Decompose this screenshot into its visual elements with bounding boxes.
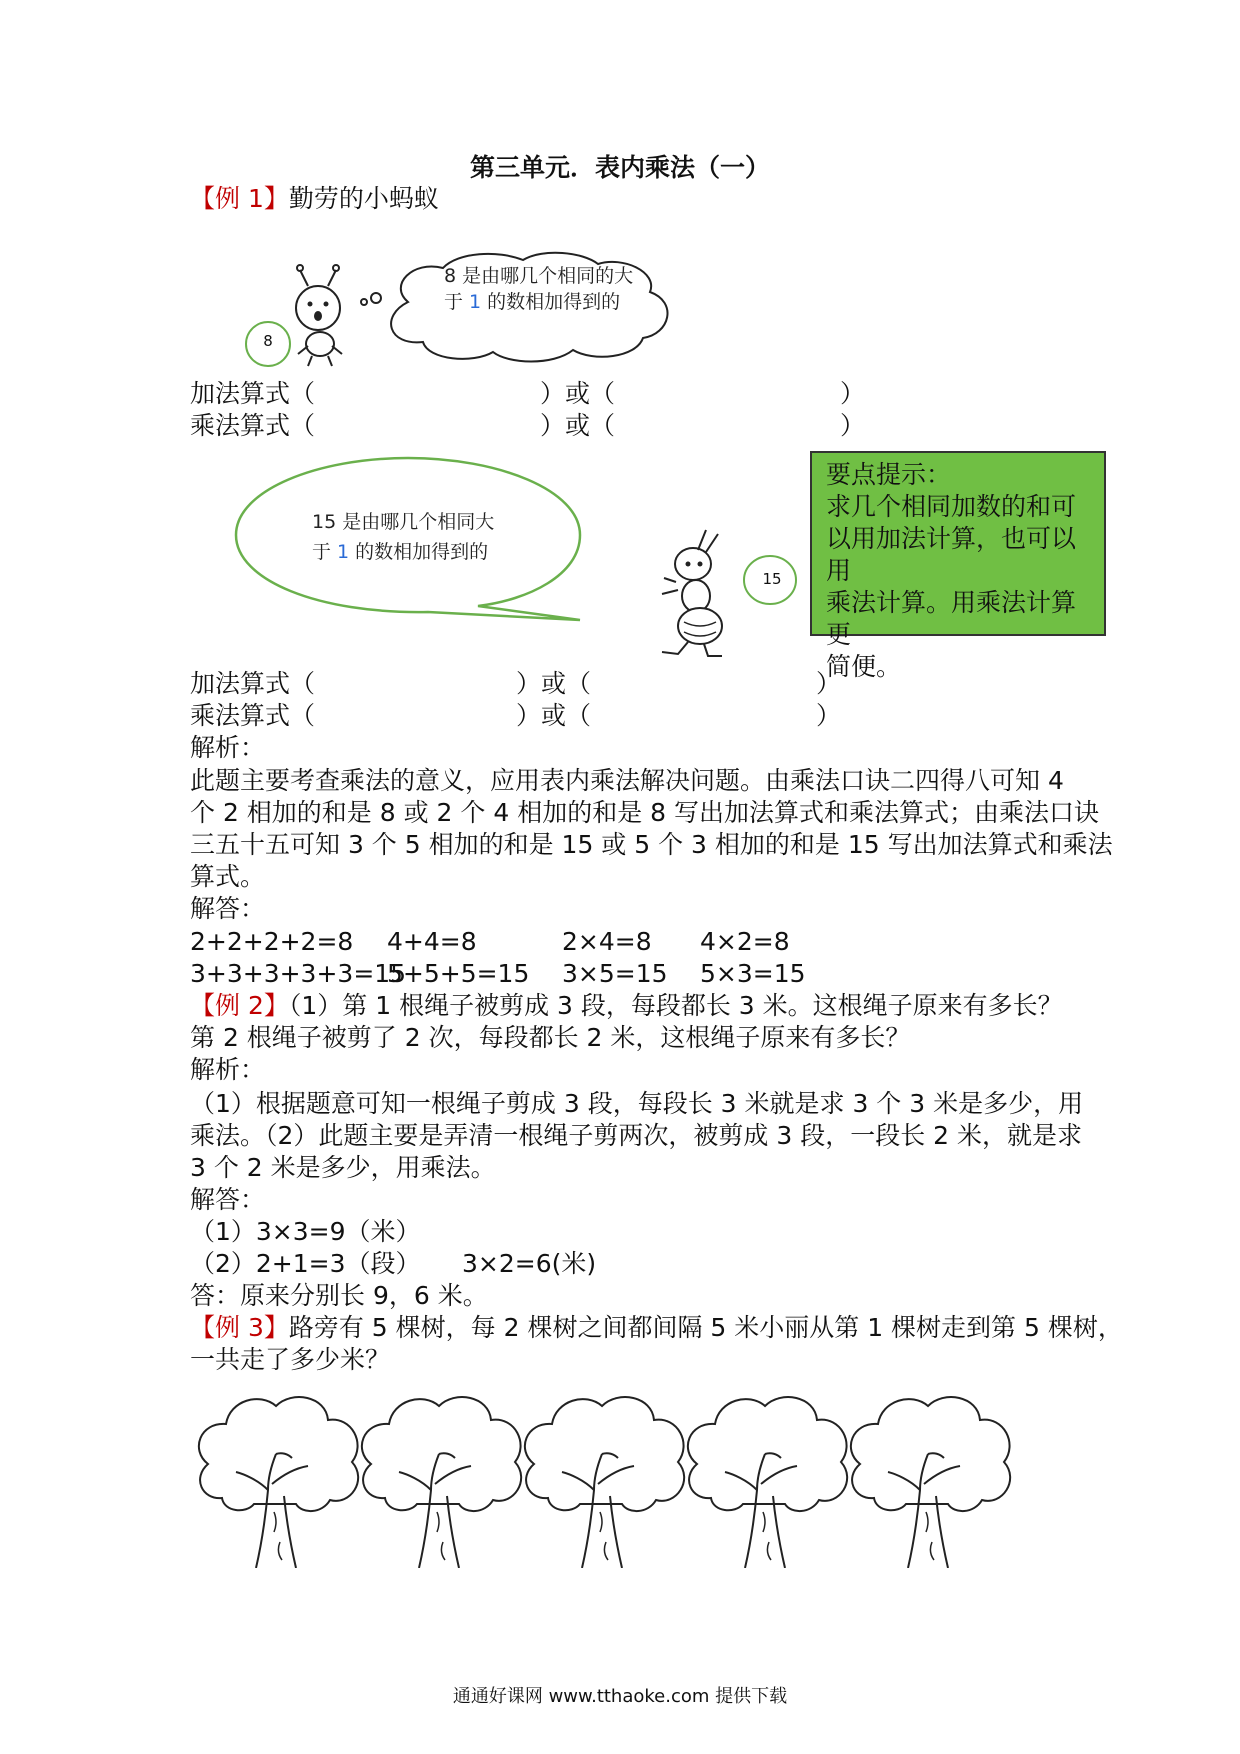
example-1-heading — [190, 183, 439, 215]
example-2-solution-2a: （2）2+1=3（段） — [190, 1249, 421, 1278]
or-label-2: ）或（ — [540, 411, 616, 440]
tip-line-4: 简便。 — [826, 652, 902, 681]
bubble-2-line-1: 15 是由哪几个相同大 — [312, 511, 495, 533]
example-2-solution-1: （1）3×3=9（米） — [190, 1217, 421, 1246]
example-2-analysis-line-1: （1）根据题意可知一根绳子剪成 3 段，每段长 3 米就是求 3 个 3 米是多少，用 — [190, 1089, 1084, 1118]
ant-2-number: 15 — [762, 570, 782, 588]
example-2-final-answer: 答：原来分别长 9，6 米。 — [190, 1281, 488, 1310]
close-paren-3: ） — [816, 669, 842, 698]
tip-line-3: 乘法计算。用乘法计算更 — [826, 588, 1077, 649]
example-1-tag: 【例 1】 — [190, 184, 289, 213]
or-label-3: ）或（ — [516, 669, 592, 698]
addition-formula-label-1: 加法算式（ — [190, 379, 316, 408]
example-2-analysis-label: 解析： — [190, 1055, 266, 1084]
close-paren-2: ） — [840, 411, 866, 440]
or-label-4: ）或（ — [516, 701, 592, 730]
tree-icon — [362, 1397, 521, 1568]
bubble-1-line-1: 8 是由哪几个相同的大 — [444, 265, 634, 287]
example-3-tag: 【例 3】 — [190, 1313, 289, 1342]
ant-head-icon-2 — [675, 548, 711, 580]
answer-cell: 4+4=8 — [387, 927, 477, 956]
addition-formula-label-2: 加法算式（ — [190, 669, 316, 698]
tip-line-1: 求几个相同加数的和可 — [826, 492, 1077, 521]
example-1-analysis-line-2: 个 2 相加的和是 8 或 2 个 4 相加的和是 8 写出加法算式和乘法算式；由乘法口诀 — [190, 798, 1099, 827]
example-2-solution-2b: 3×2=6(米) — [462, 1249, 597, 1278]
tree-icon — [688, 1397, 847, 1568]
example-1-analysis-label: 解析： — [190, 733, 266, 762]
answer-cell: 5×3=15 — [700, 959, 806, 988]
example-2-answer-label: 解答： — [190, 1185, 266, 1214]
key-point-tip-box — [810, 451, 1106, 681]
answer-cell: 5+5+5=15 — [387, 959, 530, 988]
example-1-analysis-line-4: 算式。 — [190, 862, 266, 891]
example-3-question-line-2: 一共走了多少米？ — [190, 1345, 391, 1374]
example-2-question-line-2: 第 2 根绳子被剪了 2 次，每段都长 2 米，这根绳子原来有多长？ — [190, 1023, 911, 1052]
example-2-analysis-line-2: 乘法。（2）此题主要是弄清一根绳子剪两次，被剪成 3 段，一段长 2 米，就是求 — [190, 1121, 1083, 1150]
tip-line-2: 以用加法计算，也可以用 — [826, 524, 1077, 585]
example-1-analysis-line-1: 此题主要考查乘法的意义，应用表内乘法解决问题。由乘法口诀二四得八可知 4 — [190, 766, 1064, 795]
tree-icon — [199, 1397, 358, 1568]
example-2-question-line-1: 【例 2】（1）第 1 根绳子被剪成 3 段，每段都长 3 米。这根绳子原来有多长？ — [190, 991, 1063, 1020]
answer-cell: 3+3+3+3+3=15 — [190, 959, 407, 988]
page-title: 第三单元．表内乘法（一） — [469, 153, 770, 182]
example-1-analysis-line-3: 三五十五可知 3 个 5 相加的和是 15 或 5 个 3 相加的和是 15 写出加法算式和乘法 — [190, 830, 1113, 859]
answer-cell: 2+2+2+2=8 — [190, 927, 354, 956]
answer-cell: 2×4=8 — [562, 927, 652, 956]
close-paren-1: ） — [840, 379, 866, 408]
multiplication-formula-label-1: 乘法算式（ — [190, 411, 316, 440]
example-1-answer-label: 解答： — [190, 894, 266, 923]
close-paren-4: ） — [816, 701, 842, 730]
example-1-title: 勤劳的小蚂蚁 — [288, 184, 439, 213]
multiplication-formula-label-2: 乘法算式（ — [190, 701, 316, 730]
ant-1-number: 8 — [263, 332, 273, 350]
bubble-1-line-2: 于 1 的数相加得到的 — [444, 291, 621, 313]
bubble-2-line-2: 于 1 的数相加得到的 — [312, 541, 489, 563]
five-trees-illustration — [196, 1392, 1126, 1568]
tree-icon — [851, 1397, 1010, 1568]
ant-head-icon — [296, 286, 340, 330]
example-2-analysis-line-3: 3 个 2 米是多少，用乘法。 — [190, 1153, 496, 1182]
ant-thinking-illustration-2 — [648, 522, 813, 662]
answer-cell: 4×2=8 — [700, 927, 790, 956]
example-3-question-line-1: 【例 3】路旁有 5 棵树，每 2 棵树之间都间隔 5 米小丽从第 1 棵树走到第 5 棵树， — [190, 1313, 1123, 1342]
tip-title: 要点提示： — [826, 460, 952, 489]
answer-cell: 3×5=15 — [562, 959, 668, 988]
or-label-1: ）或（ — [540, 379, 616, 408]
tree-icon — [525, 1397, 684, 1568]
page-footer: 通通好课网 www.tthaoke.com 提供下载 — [452, 1686, 788, 1707]
example-2-tag: 【例 2】 — [190, 991, 289, 1020]
